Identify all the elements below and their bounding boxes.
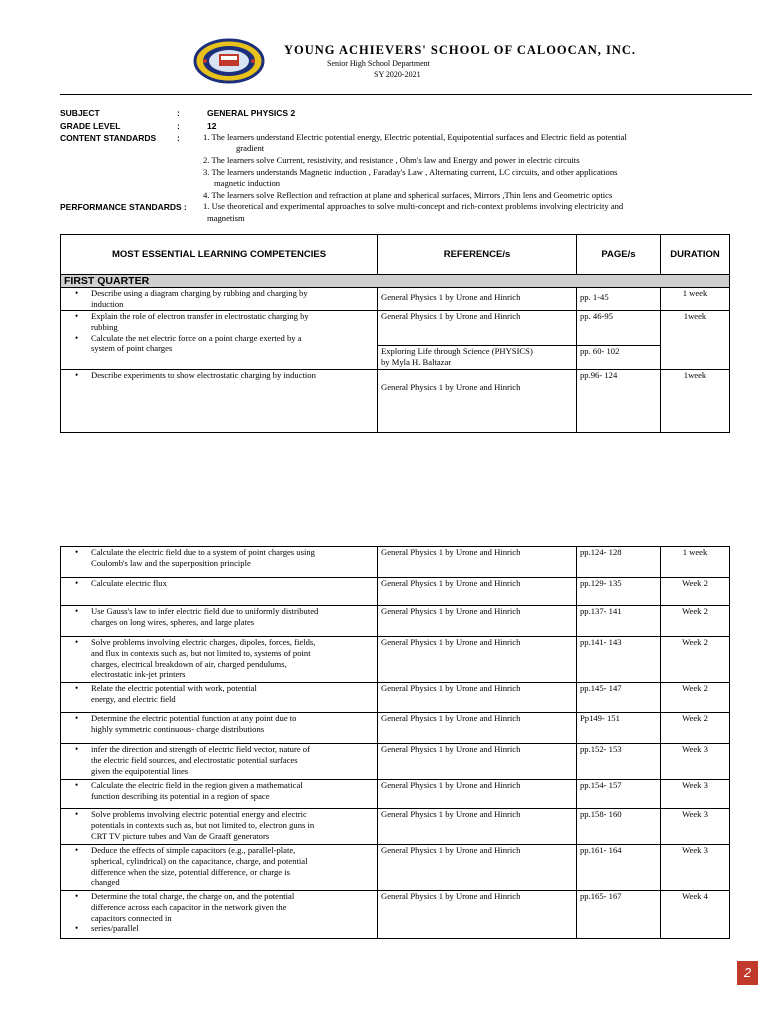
- duration-cell: Week 3: [661, 809, 730, 845]
- text-line: Coulomb's law and the superposition principle: [91, 557, 251, 568]
- table-header-row: [61, 235, 730, 275]
- competency-item: [91, 809, 377, 841]
- duration-cell: 1 week: [661, 547, 730, 578]
- competency-item: [91, 547, 377, 569]
- duration-cell: Week 2: [661, 578, 730, 606]
- text-line: Calculate the net electric force on a point charge exerted by a: [91, 332, 302, 343]
- pages-cell: pp.129- 135: [577, 578, 661, 606]
- competency-item: [91, 780, 377, 802]
- pages-cell: Pp149- 151: [577, 713, 661, 744]
- table-row: [61, 606, 730, 637]
- reference-cell: General Physics 1 by Urone and Hinrich: [378, 288, 577, 311]
- competency-item: [91, 311, 377, 333]
- text-line: system of point charges: [91, 343, 173, 354]
- duration-cell: 1 week: [661, 288, 730, 311]
- text-line: CRT TV picture tubes and Van de Graaff generators: [91, 830, 270, 841]
- competency-item: [91, 637, 377, 680]
- competency-item: [91, 845, 377, 888]
- page-number: 2: [737, 961, 758, 985]
- text-line: Exploring Life through Science (PHYSICS): [381, 346, 533, 356]
- subject-label: SUBJECT: [60, 108, 100, 118]
- quarter-label: FIRST QUARTER: [61, 275, 730, 288]
- reference-cell: General Physics 1 by Urone and Hinrich: [378, 637, 577, 683]
- table-row: [61, 637, 730, 683]
- pages-cell: pp.152- 153: [577, 744, 661, 780]
- column-header: PAGE/s: [577, 235, 661, 275]
- text-line: Use Gauss's law to infer electric field due to uniformly distributed: [91, 606, 319, 616]
- reference-cell: General Physics 1 by Urone and Hinrich: [378, 578, 577, 606]
- text-line: Describe experiments to show electrostatic charging by induction: [91, 370, 316, 380]
- table-row: [61, 780, 730, 809]
- text-line: energy, and electric field: [91, 693, 176, 704]
- text-line: induction: [91, 298, 124, 309]
- duration-cell: Week 2: [661, 683, 730, 713]
- grade-value: 12: [207, 121, 217, 131]
- text-line: charges, electrical breakdown of air, charged pendulums,: [91, 658, 287, 669]
- content-standard-line: 3. The learners understands Magnetic induction , Faraday's Law , Alternating current, LC circuits, and other applications: [203, 167, 618, 177]
- competency-cell: [61, 547, 378, 578]
- text-line: highly symmetric continuous- charge distributions: [91, 723, 265, 734]
- content-standards-label: CONTENT STANDARDS: [60, 133, 157, 143]
- pages-cell: pp.145- 147: [577, 683, 661, 713]
- competency-item: [91, 891, 377, 923]
- duration-cell: Week 3: [661, 780, 730, 809]
- text-line: Determine the electric potential function at any point due to: [91, 713, 297, 723]
- performance-standard-line: 1. Use theoretical and experimental approaches to solve multi-concept and rich-context problems involving electricity and: [203, 201, 624, 211]
- reference-cell: General Physics 1 by Urone and Hinrich: [378, 370, 577, 433]
- text-line: and flux in contexts such as, but not limited to, systems of point: [91, 647, 311, 658]
- text-line: Relate the electric potential with work, potential: [91, 683, 257, 693]
- duration-cell: Week 2: [661, 606, 730, 637]
- department: Senior High School Department: [327, 59, 430, 68]
- reference-cell: General Physics 1 by Urone and Hinrich: [378, 809, 577, 845]
- text-line: difference across each capacitor in the network given the: [91, 901, 287, 912]
- colon: :: [177, 121, 180, 131]
- duration-cell: 1week: [661, 311, 730, 370]
- text-line: spherical, cylindrical) on the capacitance, charge, and potential: [91, 855, 308, 866]
- competency-cell: [61, 578, 378, 606]
- competency-cell: [61, 288, 378, 311]
- competency-item: [91, 333, 377, 355]
- text-line: Determine the total charge, the charge on, and the potential: [91, 891, 295, 901]
- header-divider: [60, 94, 752, 95]
- colon: :: [177, 108, 180, 118]
- reference-cell: General Physics 1 by Urone and Hinrich: [378, 547, 577, 578]
- competency-cell: [61, 311, 378, 370]
- content-standard-line: 2. The learners solve Current, resistivity, and resistance , Ohm's law and Energy and power in electric circuits: [203, 155, 580, 165]
- competency-cell: [61, 683, 378, 713]
- pages-cell: pp.124- 128: [577, 547, 661, 578]
- pages-cell: pp. 46-95: [577, 311, 661, 346]
- table-row: [61, 370, 730, 433]
- competency-cell: [61, 809, 378, 845]
- content-standard-line: 4. The learners solve Reflection and refraction at plane and spherical surfaces, Mirrors ,Thin lens and Geometric optics: [203, 190, 613, 200]
- pages-cell: pp. 1-45: [577, 288, 661, 311]
- table-row: [61, 311, 730, 346]
- competency-cell: [61, 713, 378, 744]
- pages-cell: pp.161- 164: [577, 845, 661, 891]
- competency-cell: [61, 370, 378, 433]
- table-row: [61, 547, 730, 578]
- text-line: rubbing: [91, 321, 118, 332]
- competency-cell: [61, 637, 378, 683]
- reference-cell: General Physics 1 by Urone and Hinrich: [378, 713, 577, 744]
- pages-cell: pp.165- 167: [577, 891, 661, 939]
- school-year: SY 2020-2021: [374, 70, 421, 79]
- quarter-row: [61, 275, 730, 288]
- column-header: MOST ESSENTIAL LEARNING COMPETENCIES: [61, 235, 378, 275]
- text-line: charges on long wires, spheres, and large plates: [91, 616, 255, 627]
- competency-item: [91, 606, 377, 628]
- table-row: [61, 845, 730, 891]
- performance-standard-line: magnetism: [207, 213, 245, 223]
- competency-item: [91, 370, 377, 381]
- text-line: given the equipotential lines: [91, 765, 189, 776]
- reference-cell: General Physics 1 by Urone and Hinrich: [378, 845, 577, 891]
- text-line: series/parallel: [91, 923, 139, 934]
- duration-cell: 1week: [661, 370, 730, 433]
- subject-value: GENERAL PHYSICS 2: [207, 108, 296, 118]
- table-row: [61, 288, 730, 311]
- column-header: DURATION: [661, 235, 730, 275]
- text-line: Deduce the effects of simple capacitors (e.g., parallel-plate,: [91, 845, 296, 855]
- competency-cell: [61, 780, 378, 809]
- school-name: YOUNG ACHIEVERS' SCHOOL OF CALOOCAN, INC.: [284, 43, 637, 57]
- content-standard-line: magnetic induction: [214, 178, 281, 188]
- competency-cell: [61, 744, 378, 780]
- pages-cell: pp. 60- 102: [577, 346, 661, 370]
- competency-item: [91, 713, 377, 735]
- table-row: [61, 891, 730, 939]
- content-standard-line: 1. The learners understand Electric potential energy, Electric potential, Equipotential surfaces and Electric field as potential: [203, 132, 627, 142]
- reference-cell: General Physics 1 by Urone and Hinrich: [378, 311, 577, 346]
- performance-standards-label: PERFORMANCE STANDARDS :: [60, 202, 187, 212]
- pages-cell: pp.137- 141: [577, 606, 661, 637]
- duration-cell: Week 3: [661, 744, 730, 780]
- content-standard-line: gradient: [236, 143, 265, 153]
- competency-cell: [61, 845, 378, 891]
- competency-item: [91, 288, 377, 310]
- table-row: [61, 713, 730, 744]
- competencies-table-2: [60, 546, 730, 939]
- pages-cell: pp.96- 124: [577, 370, 661, 433]
- text-line: Calculate the electric field in the region given a mathematical: [91, 780, 303, 790]
- duration-cell: Week 2: [661, 713, 730, 744]
- reference-cell: General Physics 1 by Urone and Hinrich: [378, 683, 577, 713]
- competency-item: [91, 578, 377, 589]
- reference-cell: General Physics 1 by Urone and Hinrich: [378, 891, 577, 939]
- text-line: Solve problems involving electric charges, dipoles, forces, fields,: [91, 637, 316, 647]
- reference-cell: General Physics 1 by Urone and Hinrich: [378, 606, 577, 637]
- duration-cell: Week 2: [661, 637, 730, 683]
- competency-cell: [61, 606, 378, 637]
- text-line: Explain the role of electron transfer in electrostatic charging by: [91, 311, 309, 321]
- text-line: Calculate the electric field due to a system of point charges using: [91, 547, 315, 557]
- table-row: [61, 809, 730, 845]
- table-row: [61, 683, 730, 713]
- duration-cell: Week 3: [661, 845, 730, 891]
- column-header: REFERENCE/s: [378, 235, 577, 275]
- text-line: Describe using a diagram charging by rubbing and charging by: [91, 288, 308, 298]
- table-row: [61, 578, 730, 606]
- text-line: changed: [91, 877, 120, 888]
- grade-label: GRADE LEVEL: [60, 121, 121, 131]
- text-line: function describing its potential in a region of space: [91, 790, 270, 801]
- table-row: [61, 744, 730, 780]
- reference-cell: General Physics 1 by Urone and Hinrich: [378, 744, 577, 780]
- duration-cell: Week 4: [661, 891, 730, 939]
- colon: :: [177, 133, 180, 143]
- pages-cell: pp.141- 143: [577, 637, 661, 683]
- reference-cell: General Physics 1 by Urone and Hinrich: [378, 780, 577, 809]
- text-line: potentials in contexts such as, but not limited to, electron guns in: [91, 819, 315, 830]
- competencies-table-1: [60, 234, 730, 433]
- text-line: capacitors connected in: [91, 912, 172, 923]
- reference-cell: [378, 346, 577, 370]
- text-line: infer the direction and strength of electric field vector, nature of: [91, 744, 310, 754]
- competency-cell: [61, 891, 378, 939]
- pages-cell: pp.158- 160: [577, 809, 661, 845]
- text-line: by Myla H. Baltazar: [381, 356, 452, 367]
- competency-item: [91, 744, 377, 776]
- school-logo: [193, 38, 265, 84]
- text-line: Calculate electric flux: [91, 578, 167, 588]
- pages-cell: pp.154- 157: [577, 780, 661, 809]
- text-line: difference when the size, potential difference, or charge is: [91, 866, 290, 877]
- competency-item: [91, 683, 377, 705]
- competency-item: [91, 923, 377, 934]
- text-line: Solve problems involving electric potential energy and electric: [91, 809, 307, 819]
- text-line: electrostatic ink-jet printers: [91, 669, 186, 680]
- text-line: the electric field sources, and electrostatic potential surfaces: [91, 754, 298, 765]
